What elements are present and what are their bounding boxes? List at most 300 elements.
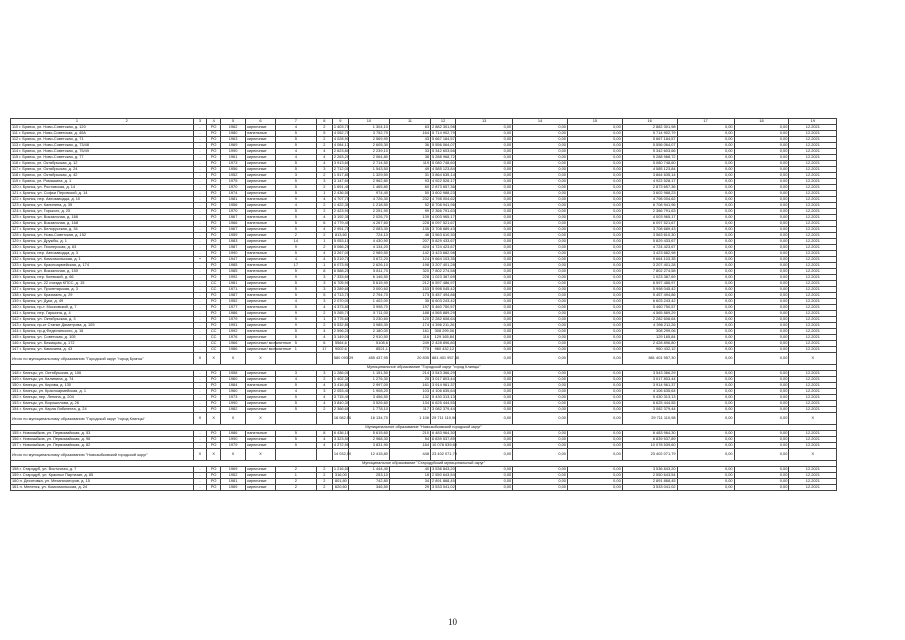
table-cell: 2 997,00 bbox=[348, 383, 389, 389]
table-cell: 197 bbox=[389, 305, 430, 311]
table-cell: 1984 bbox=[221, 383, 246, 389]
table-cell: - bbox=[193, 305, 207, 311]
table-cell: 12.2021 bbox=[789, 431, 837, 437]
table-cell: 2 428 896,80 bbox=[622, 341, 677, 347]
table-cell: 139 bbox=[389, 215, 430, 221]
table-cell: 2 bbox=[316, 125, 332, 131]
table-cell: 308 299,06 bbox=[431, 329, 456, 335]
table-cell: 1990 bbox=[221, 437, 246, 443]
table-cell: 0,00 bbox=[677, 179, 734, 185]
table-cell: 0,00 bbox=[677, 299, 734, 305]
table-cell: - bbox=[193, 239, 207, 245]
table-cell: панельные bbox=[246, 383, 276, 389]
row-number: 159 bbox=[12, 472, 19, 478]
table-cell: 12.2021 bbox=[789, 173, 837, 179]
table-cell: - bbox=[193, 317, 207, 323]
table-cell: 7 333,60 bbox=[333, 274, 350, 280]
table-cell: 0,00 bbox=[677, 467, 734, 473]
table-cell: 1966 bbox=[221, 341, 246, 347]
table-cell: 5 bbox=[275, 185, 316, 191]
header-cell: 12 bbox=[431, 119, 456, 125]
row-number: 156 bbox=[12, 436, 19, 442]
table-cell: 0,00 bbox=[456, 335, 513, 341]
table-cell: 5 998 045,42 bbox=[432, 286, 455, 292]
subtotal-cell: 0,00 bbox=[734, 413, 789, 425]
table-cell: 0,00 bbox=[513, 305, 568, 311]
table-cell: 0,00 bbox=[567, 293, 622, 299]
row-number: 146 bbox=[12, 340, 19, 346]
table-cell: 0,00 bbox=[734, 467, 789, 473]
table-cell: - bbox=[193, 389, 207, 395]
table-cell: - bbox=[193, 245, 207, 251]
table-cell: 5 460 750,57 bbox=[432, 304, 455, 310]
table-cell: 6 097 521,67 bbox=[622, 221, 677, 227]
row-address: г. Брянск, ул. Камозина, д. 43 bbox=[19, 346, 73, 352]
table-cell: 0,00 bbox=[677, 305, 734, 311]
table-cell: 3 864 635,14 bbox=[432, 172, 455, 178]
table-cell: 1990 bbox=[221, 401, 246, 407]
row-number: 153 bbox=[12, 400, 19, 406]
table-cell: РО bbox=[207, 179, 221, 185]
table-cell: 0,00 bbox=[567, 347, 622, 353]
table-cell: 0,00 bbox=[734, 161, 789, 167]
table-cell: 5 bbox=[275, 335, 316, 341]
table-cell: 0,00 bbox=[513, 149, 568, 155]
table-cell: 1981 bbox=[221, 281, 246, 287]
table-cell: 2 968,30 bbox=[348, 437, 389, 443]
table-cell: 0,00 bbox=[734, 479, 789, 485]
table-cell: 5 bbox=[275, 329, 316, 335]
table-cell: 5 bbox=[275, 161, 316, 167]
table-cell: 1987 bbox=[221, 245, 246, 251]
table-cell: - bbox=[193, 401, 207, 407]
table-cell: 5 bbox=[316, 131, 332, 137]
section-title: Муниципальное образование "Новозыбковский городской округ" bbox=[11, 425, 837, 431]
table-cell: 0,00 bbox=[677, 149, 734, 155]
subtotal-cell: X bbox=[246, 449, 276, 461]
row-address: г. Новозыбков, ул. Первомайская, д. 53 bbox=[19, 430, 91, 436]
table-cell: 0,00 bbox=[734, 281, 789, 287]
table-cell: 12.2021 bbox=[789, 161, 837, 167]
table-cell: - bbox=[193, 155, 207, 161]
table-cell: кирпичные bbox=[246, 155, 276, 161]
table-cell: 0,00 bbox=[677, 185, 734, 191]
row-number: 120 bbox=[12, 184, 19, 190]
table-cell: 31 bbox=[389, 173, 430, 179]
row-address: г. Брянск, ул. Октябрьская, д. 42 bbox=[19, 172, 78, 178]
table-cell: 1981 bbox=[221, 479, 246, 485]
table-cell: 34 bbox=[389, 479, 430, 485]
table-cell: 0,00 bbox=[677, 443, 734, 449]
row-number: 118 bbox=[12, 172, 19, 178]
table-cell: 2 891 868,45 bbox=[432, 478, 455, 484]
table-cell: - bbox=[193, 185, 207, 191]
table-cell: 232 bbox=[389, 197, 430, 203]
table-cell: РО bbox=[207, 401, 221, 407]
table-cell: 12.2021 bbox=[789, 251, 837, 257]
row-address: г. Брянск, пр-д Федюнинского, д. 16 bbox=[19, 328, 84, 334]
table-cell: 0,00 bbox=[567, 179, 622, 185]
subtotal-cell: 14 032,50 bbox=[332, 449, 348, 461]
row-address: г. Брянск, ул. Ростовская, д. 14 bbox=[19, 184, 76, 190]
table-cell: 2 989,50 bbox=[348, 251, 389, 257]
row-number: 160 bbox=[12, 478, 19, 484]
table-cell: 1980 bbox=[221, 131, 246, 137]
table-cell: 0,00 bbox=[677, 155, 734, 161]
table-cell: РО bbox=[207, 257, 221, 263]
table-cell: панельные bbox=[246, 251, 276, 257]
table-cell: 17 bbox=[316, 347, 332, 353]
table-cell: 0,00 bbox=[513, 191, 568, 197]
table-cell: 0,00 bbox=[513, 281, 568, 287]
table-cell: 2 bbox=[275, 479, 316, 485]
table-cell: 0,00 bbox=[677, 341, 734, 347]
table-cell: - bbox=[193, 383, 207, 389]
table-cell: 3 423 682,98 bbox=[432, 250, 455, 256]
table-cell: 5 219,70 bbox=[333, 256, 350, 262]
subtotal-row bbox=[11, 413, 890, 425]
table-cell: 2 282 608,64 bbox=[432, 316, 455, 322]
table-cell: 3 543 366,29 bbox=[432, 370, 455, 376]
table-cell: 0,00 bbox=[677, 479, 734, 485]
table-cell: 4 084,13 bbox=[333, 142, 350, 148]
table-cell: 9002,6 bbox=[332, 347, 348, 353]
table-cell: 12.2021 bbox=[789, 239, 837, 245]
table-cell: 0,00 bbox=[513, 395, 568, 401]
table-cell: кирпичные bbox=[246, 167, 276, 173]
table-cell: кирпичные bbox=[246, 335, 276, 341]
table-cell: 1969 bbox=[221, 467, 246, 473]
table-cell: 0,00 bbox=[513, 257, 568, 263]
table-cell: 4 bbox=[316, 401, 332, 407]
table-cell: 0,00 bbox=[513, 227, 568, 233]
table-cell: 0,00 bbox=[513, 131, 568, 137]
table-cell: 5 615,90 bbox=[348, 281, 389, 287]
row-number: 140 bbox=[12, 304, 19, 310]
row-address: г. Брянск, ул. Ново-Советская, д. 73/48 bbox=[19, 142, 89, 148]
table-cell: 0,00 bbox=[567, 407, 622, 413]
table-cell: 1 151,50 bbox=[348, 371, 389, 377]
header-cell: 6 bbox=[246, 119, 276, 125]
table-cell: 0,00 bbox=[734, 215, 789, 221]
table-cell: 0,00 bbox=[734, 443, 789, 449]
table-cell: 0,00 bbox=[567, 383, 622, 389]
table-cell: 0,00 bbox=[567, 125, 622, 131]
table-cell: 0,00 bbox=[567, 137, 622, 143]
table-cell: 1971 bbox=[221, 287, 246, 293]
table-cell: 5 bbox=[275, 221, 316, 227]
table-cell: 12.2021 bbox=[789, 185, 837, 191]
table-cell: 5 bbox=[275, 179, 316, 185]
table-cell: - bbox=[193, 215, 207, 221]
table-cell: 0,00 bbox=[567, 197, 622, 203]
table-cell: - bbox=[193, 485, 207, 491]
row-number: 139 bbox=[12, 298, 19, 304]
table-cell: панельные bbox=[246, 221, 276, 227]
row-number: 127 bbox=[12, 226, 19, 232]
table-cell: РО bbox=[207, 443, 221, 449]
table-cell: 0,00 bbox=[677, 131, 734, 137]
table-cell: - bbox=[193, 233, 207, 239]
table-cell: 0,00 bbox=[513, 263, 568, 269]
table-cell: 1962 bbox=[221, 125, 246, 131]
table-cell: 3 bbox=[316, 275, 332, 281]
table-cell: 0,00 bbox=[734, 275, 789, 281]
header-cell-label: 2 bbox=[125, 118, 128, 124]
row-address: г. Брянск, ул. Дружбы, д. 1 bbox=[19, 238, 67, 244]
table-cell: 0,00 bbox=[567, 209, 622, 215]
row-number: 136 bbox=[12, 280, 19, 286]
subtotal-cell bbox=[275, 413, 316, 425]
table-cell: 0,00 bbox=[567, 395, 622, 401]
row-number: 150 bbox=[12, 382, 19, 388]
table-cell: 5 457 494,86 bbox=[432, 292, 455, 298]
table-cell: 0,00 bbox=[513, 185, 568, 191]
table-cell: РО bbox=[207, 377, 221, 383]
table-cell: 0,00 bbox=[677, 125, 734, 131]
table-cell: 0,00 bbox=[456, 173, 513, 179]
table-cell: 0,00 bbox=[677, 335, 734, 341]
row-address: г. Брянск, ул. Вокзальная, д. 168 bbox=[19, 220, 78, 226]
table-cell: 0,00 bbox=[513, 137, 568, 143]
subtotal-cell: X bbox=[193, 449, 207, 461]
table-cell: кирпичные bbox=[246, 125, 276, 131]
row-address: г. Брянск, пр-кт Станке Димитрова, д. 105 bbox=[19, 322, 95, 328]
table-cell: РО bbox=[207, 305, 221, 311]
table-cell: 0,00 bbox=[567, 389, 622, 395]
header-cell: 16 bbox=[622, 119, 677, 125]
table-cell: 0,00 bbox=[456, 473, 513, 479]
table-cell: 12.2021 bbox=[789, 347, 837, 353]
table-cell: 0,00 bbox=[567, 161, 622, 167]
table-cell: 1 329,50 bbox=[348, 173, 389, 179]
table-cell: РО bbox=[207, 251, 221, 257]
table-cell: РО bbox=[207, 317, 221, 323]
table-cell: 12.2021 bbox=[789, 329, 837, 335]
table-cell: 0,00 bbox=[677, 191, 734, 197]
header-cell: 7 bbox=[275, 119, 316, 125]
table-cell: 0,00 bbox=[513, 479, 568, 485]
table-cell: 0,00 bbox=[677, 389, 734, 395]
subtotal-cell: 0,00 bbox=[677, 413, 734, 425]
subtotal-cell: X bbox=[789, 449, 837, 461]
table-cell: 0,00 bbox=[513, 197, 568, 203]
table-cell: 4 134,20 bbox=[348, 245, 389, 251]
table-cell: 4 779,40 bbox=[333, 220, 350, 226]
table-cell: 5 556 064,07 bbox=[432, 142, 455, 148]
row-address: г. Брянск, ул. Вокзальная, д. 166 bbox=[19, 214, 78, 220]
table-cell: 1974 bbox=[221, 191, 246, 197]
subtotal-cell: 23 402 071,79 bbox=[431, 449, 456, 461]
subtotal-cell: X bbox=[221, 449, 246, 461]
table-cell: - bbox=[193, 125, 207, 131]
table-cell: - bbox=[193, 209, 207, 215]
table-cell: 12.2021 bbox=[789, 149, 837, 155]
row-number: 148 bbox=[12, 370, 19, 376]
table-cell: 0,00 bbox=[567, 143, 622, 149]
header-cell: 19 bbox=[789, 119, 837, 125]
subtotal-cell: X bbox=[193, 353, 207, 365]
table-cell: 1 276,30 bbox=[348, 377, 389, 383]
row-address: г. Стародуб, ул. Красных Партизан, д. 85 bbox=[19, 472, 94, 478]
table-cell: 4 bbox=[275, 149, 316, 155]
table-cell: 116 bbox=[389, 335, 430, 341]
table-cell: 12.2021 bbox=[789, 443, 837, 449]
table-cell: 12.2021 bbox=[789, 389, 837, 395]
table-cell: 801,80 bbox=[332, 479, 348, 485]
table-cell: 3 bbox=[316, 371, 332, 377]
table-cell: 4 003 965,17 bbox=[622, 215, 677, 221]
table-cell: 1981 bbox=[221, 197, 246, 203]
table-cell: 0,00 bbox=[734, 155, 789, 161]
table-cell: 6 bbox=[316, 221, 332, 227]
row-address: г. Брянск, ул. Октябрьская, д. 24 bbox=[19, 166, 78, 172]
header-cell: 5 bbox=[221, 119, 246, 125]
table-cell: 1 402,00 bbox=[348, 299, 389, 305]
table-cell: 12.2021 bbox=[789, 197, 837, 203]
row-number: 123 bbox=[12, 202, 19, 208]
table-cell: РО bbox=[207, 293, 221, 299]
table-cell: 5 bbox=[275, 407, 316, 413]
table-cell: 12.2021 bbox=[789, 395, 837, 401]
table-cell: 2 605,30 bbox=[348, 143, 389, 149]
table-cell: 0,00 bbox=[734, 227, 789, 233]
table-cell: 4 373,80 bbox=[333, 304, 350, 310]
row-address: г. Брянск, ул. Пионерская, д. 63 bbox=[19, 244, 77, 250]
table-cell: СС bbox=[207, 347, 221, 353]
table-cell: - bbox=[193, 347, 207, 353]
table-cell: 0,00 bbox=[677, 143, 734, 149]
table-cell: 0,00 bbox=[677, 245, 734, 251]
table-cell: 0,00 bbox=[456, 275, 513, 281]
table-cell: 0,00 bbox=[456, 389, 513, 395]
row-number: 134 bbox=[12, 268, 19, 274]
table-cell: 36 bbox=[389, 143, 430, 149]
table-cell: 1 402,30 bbox=[333, 376, 350, 382]
table-cell: - bbox=[193, 197, 207, 203]
table-cell: - bbox=[193, 377, 207, 383]
subtotal-cell bbox=[275, 449, 316, 461]
table-cell: 5 bbox=[275, 251, 316, 257]
table-cell: 38 bbox=[389, 155, 430, 161]
table-cell: 4 bbox=[316, 215, 332, 221]
table-cell: 12.2021 bbox=[789, 341, 837, 347]
table-cell: 0,00 bbox=[677, 371, 734, 377]
table-cell: 6 597 486,97 bbox=[622, 281, 677, 287]
table-cell: 4 106 635,64 bbox=[622, 389, 677, 395]
row-address: г. Новозыбков, ул. Первомайская, д. 96 bbox=[19, 436, 91, 442]
table-cell: кирпичные bbox=[246, 179, 276, 185]
table-cell: 1947 bbox=[221, 257, 246, 263]
table-cell: 3 715,40 bbox=[333, 394, 350, 400]
table-cell: 0,00 bbox=[734, 137, 789, 143]
subtotal-cell: 881 401 957,30 bbox=[431, 353, 456, 365]
table-cell: 0,00 bbox=[567, 263, 622, 269]
table-cell: 2 bbox=[316, 185, 332, 191]
table-cell: 12.2021 bbox=[789, 233, 837, 239]
table-cell: 12.2021 bbox=[789, 167, 837, 173]
table-cell: 5 430 313,13 bbox=[622, 395, 677, 401]
table-cell: СС bbox=[207, 341, 221, 347]
table-cell: 2 070,00 bbox=[333, 298, 350, 304]
table-cell: 1 304,10 bbox=[348, 125, 389, 131]
table-cell: РО bbox=[207, 185, 221, 191]
table-cell: - bbox=[193, 203, 207, 209]
table-cell: 0,00 bbox=[734, 323, 789, 329]
table-cell: РО bbox=[207, 467, 221, 473]
table-cell: 320 bbox=[389, 269, 430, 275]
table-cell: 0,00 bbox=[513, 443, 568, 449]
table-cell: 0,00 bbox=[513, 467, 568, 473]
subtotal-cell: 0,00 bbox=[456, 449, 513, 461]
table-cell: 1960 bbox=[221, 389, 246, 395]
table-cell: кирпичные bbox=[246, 407, 276, 413]
subtotal-cell: X bbox=[789, 413, 837, 425]
table-cell: 4 798 004,62 bbox=[622, 197, 677, 203]
table-cell: РО bbox=[207, 209, 221, 215]
table-cell: 0,00 bbox=[456, 203, 513, 209]
table-cell: панельные bbox=[246, 131, 276, 137]
row-number: 121 bbox=[12, 190, 19, 196]
table-cell: 0,00 bbox=[677, 293, 734, 299]
table-cell: 1 bbox=[316, 191, 332, 197]
table-cell: 207 bbox=[389, 239, 430, 245]
subtotal-cell bbox=[316, 353, 332, 365]
table-cell: 0,00 bbox=[456, 215, 513, 221]
table-cell: 12.2021 bbox=[789, 125, 837, 131]
table-cell: 4 798 004,62 bbox=[432, 196, 455, 202]
table-cell: 0,00 bbox=[677, 263, 734, 269]
table-cell: РО bbox=[207, 263, 221, 269]
subtotal-cell: X bbox=[221, 353, 246, 365]
table-cell: 3 149,00 bbox=[333, 334, 350, 340]
table-cell: 93 bbox=[389, 179, 430, 185]
table-cell: 6 603 243,42 bbox=[622, 299, 677, 305]
table-cell: 0,00 bbox=[456, 377, 513, 383]
table-cell: 9 bbox=[275, 197, 316, 203]
table-cell: 1958 bbox=[221, 371, 246, 377]
table-cell: 0,00 bbox=[513, 317, 568, 323]
table-cell: + bbox=[193, 257, 207, 263]
table-cell: РО bbox=[207, 221, 221, 227]
table-cell: 1976 bbox=[221, 335, 246, 341]
table-cell: 0,00 bbox=[456, 155, 513, 161]
table-cell: 4 052,70 bbox=[333, 130, 350, 136]
table-cell: 0,00 bbox=[677, 221, 734, 227]
table-cell: 12.2021 bbox=[789, 191, 837, 197]
table-cell: 6 839 537,89 bbox=[622, 437, 677, 443]
row-address: г. Брянск, ул. Софьи Перовской, д. 14 bbox=[19, 190, 88, 196]
subtotal-cell: 0,00 bbox=[567, 353, 622, 365]
table-cell: 0,00 bbox=[567, 215, 622, 221]
table-cell: 0,00 bbox=[513, 287, 568, 293]
table-cell: 3 082 379,44 bbox=[432, 406, 455, 412]
table-cell: 12.2021 bbox=[789, 377, 837, 383]
table-cell: РО bbox=[207, 299, 221, 305]
table-cell: 0,00 bbox=[734, 383, 789, 389]
row-address: п. Меленск, ул. Комсомольская, д. 24 bbox=[19, 484, 88, 490]
table-cell: 0,00 bbox=[677, 383, 734, 389]
table-cell: 2 423,90 bbox=[333, 208, 350, 214]
table-cell: 120 bbox=[389, 317, 430, 323]
row-address: г. Брянск, ул. 22 съезда КПСС, д. 15 bbox=[19, 280, 85, 286]
table-cell: 9 bbox=[275, 323, 316, 329]
table-cell: 0,00 bbox=[734, 197, 789, 203]
table-cell: РО bbox=[207, 149, 221, 155]
table-cell: 0,00 bbox=[513, 293, 568, 299]
table-cell: - bbox=[193, 179, 207, 185]
header-cell: 11 bbox=[389, 119, 430, 125]
